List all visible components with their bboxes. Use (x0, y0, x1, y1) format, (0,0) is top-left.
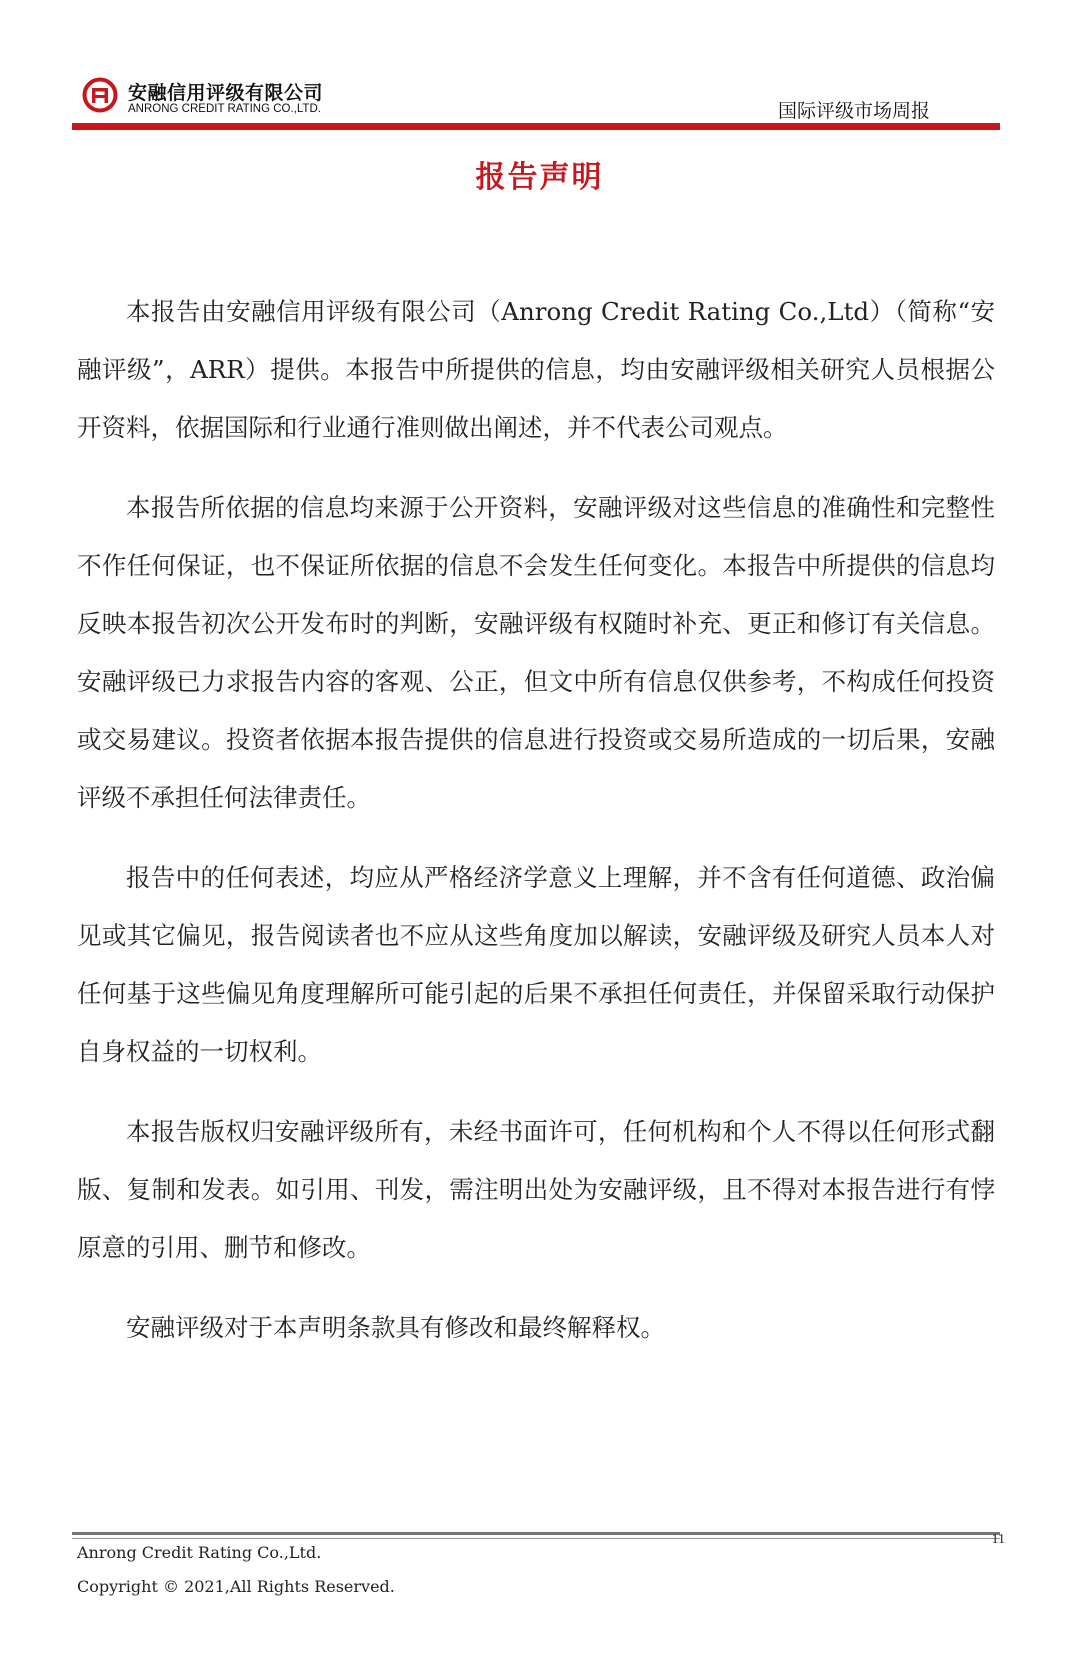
statement-paragraph: 报告中的任何表述，均应从严格经济学意义上理解，并不含有任何道德、政治偏见或其它偏见，报告阅读者也不应从这些角度加以解读，安融评级及研究人员本人对任何基于这些偏见角度理解所可能引起的后果不承担任何责任，并保留采取行动保护自身权益的一切权利。 (77, 863, 995, 1066)
statement-paragraph: 本报告版权归安融评级所有，未经书面许可，任何机构和个人不得以任何形式翻版、复制和发表。如引用、刊发，需注明出处为安融评级，且不得对本报告进行有悖原意的引用、删节和修改。 (77, 1117, 995, 1262)
statement-paragraph: 本报告所依据的信息均来源于公开资料，安融评级对这些信息的准确性和完整性不作任何保证，也不保证所依据的信息不会发生任何变化。本报告中所提供的信息均反映本报告初次公开发布时的判断，安融评级有权随时补充、更正和修订有关信息。安融评级已力求报告内容的客观、公正，但文中所有信息仅供参考，不构成任何投资或交易建议。投资者依据本报告提供的信息进行投资或交易所造成的一切后果，安融评级不承担任何法律责任。 (77, 493, 995, 812)
footer-divider (72, 1532, 1000, 1535)
statement-paragraph: 本报告由安融信用评级有限公司（Anrong Credit Rating Co.,Ltd）（简称“安融评级”，ARR）提供。本报告中所提供的信息，均由安融评级相关研究人员根据公开资料，依据国际和行业通行准则做出阐述，并不代表公司观点。 (77, 297, 995, 442)
page-number: 11 (991, 1532, 1005, 1547)
company-name-chinese: 安融信用评级有限公司 (128, 82, 324, 104)
header-divider (72, 123, 1000, 130)
statement-body (77, 283, 995, 1379)
footer-company: Anrong Credit Rating Co.,Ltd. (77, 1543, 322, 1562)
page-title: 报告声明 (475, 160, 604, 195)
footer-divider-thin (72, 1538, 1000, 1539)
footer-copyright: Copyright © 2021,All Rights Reserved. (77, 1577, 395, 1596)
statement-paragraph: 安融评级对于本声明条款具有修改和最终解释权。 (126, 1313, 665, 1342)
anrong-logo-icon (82, 77, 118, 113)
publication-title: 国际评级市场周报 (777, 100, 930, 122)
company-name-english: ANRONG CREDIT RATING CO.,LTD. (128, 103, 321, 115)
